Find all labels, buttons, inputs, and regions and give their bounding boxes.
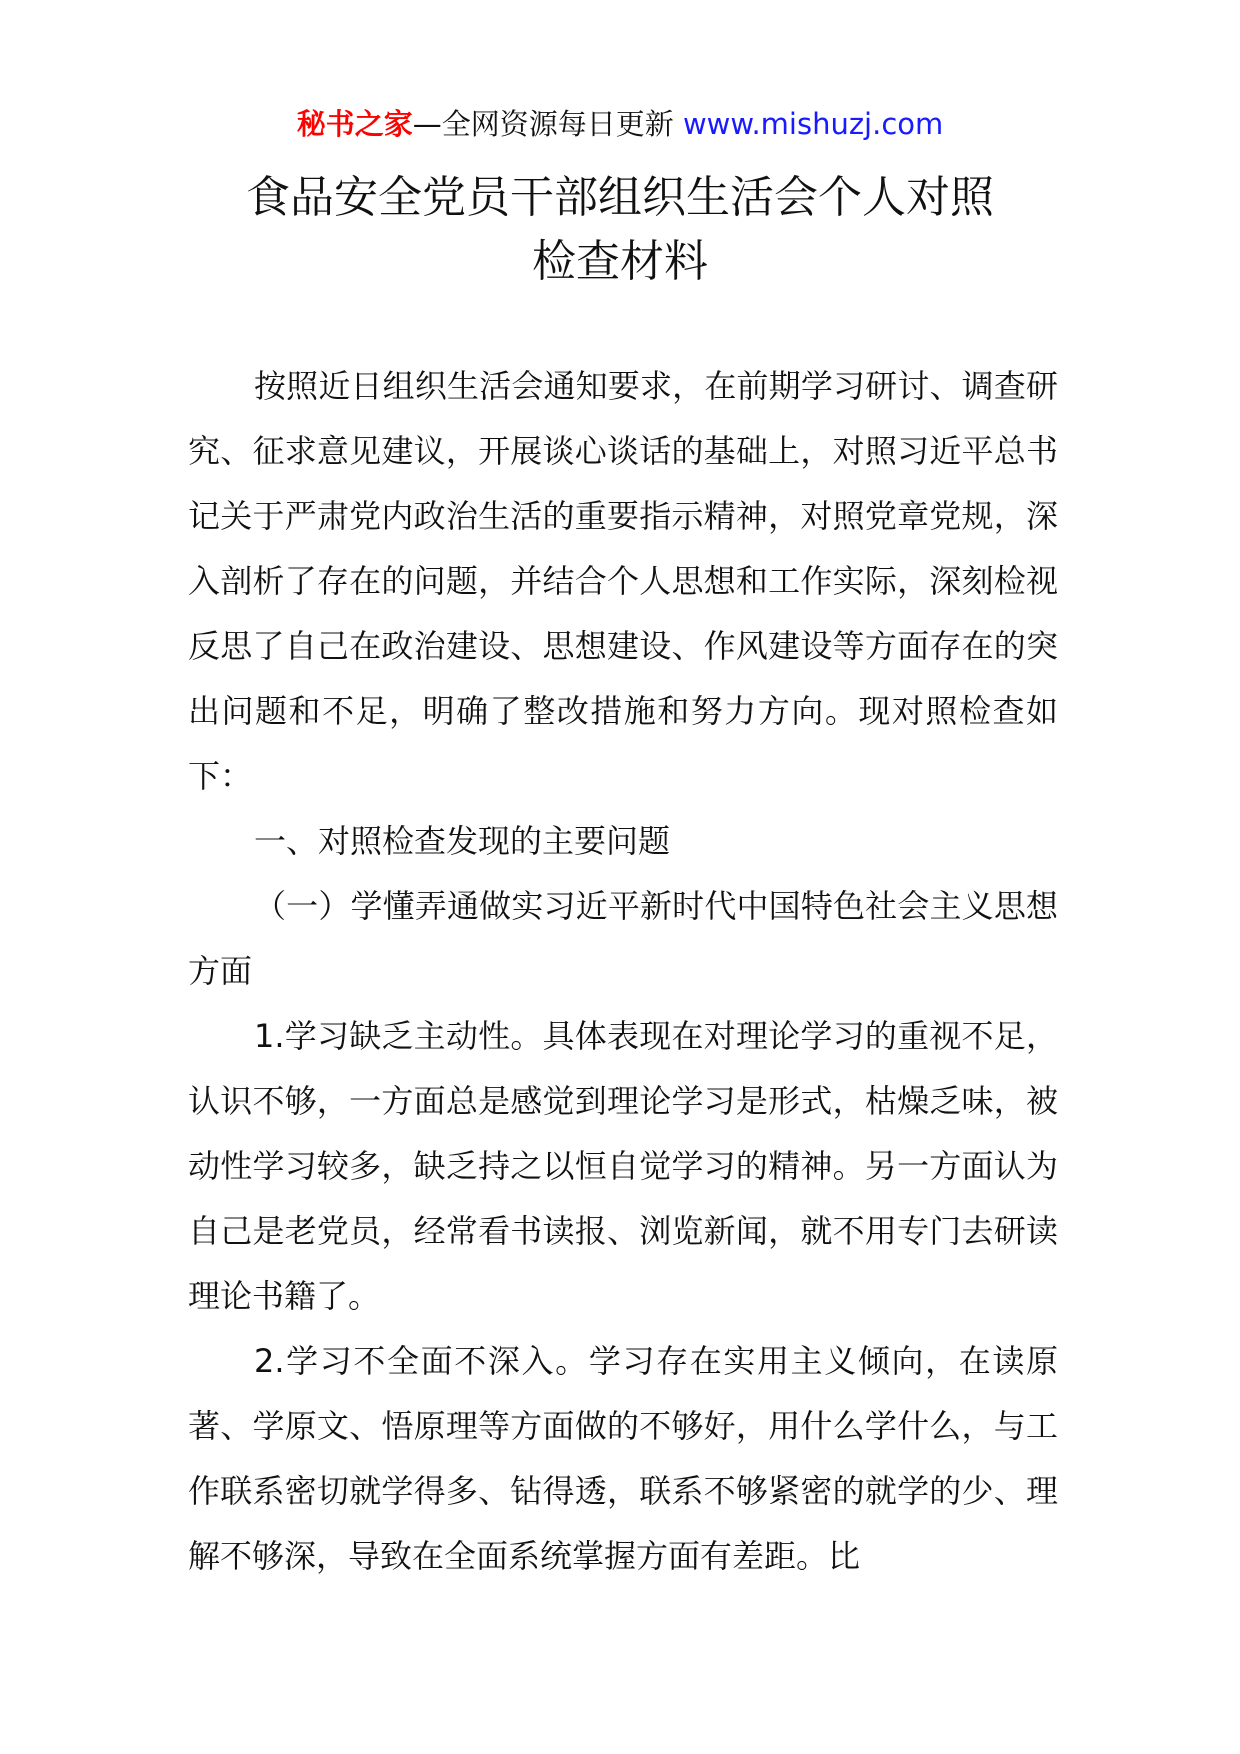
title-line-1: 食品安全党员干部组织生活会个人对照 bbox=[246, 172, 994, 223]
site-slogan: —全网资源每日更新 bbox=[412, 107, 674, 141]
site-header bbox=[0, 104, 1240, 144]
item-paragraph-2: 2.学习不全面不深入。学习存在实用主义倾向，在读原著、学原文、悟原理等方面做的不够好，用什么学什么，与工作联系密切就学得多、钻得透，联系不够紧密的就学的少、理解不够深，导致在全面系统掌握方面有差距。比 bbox=[188, 1342, 1058, 1575]
section-heading-1: 一、对照检查发现的主要问题 bbox=[254, 822, 671, 860]
item-paragraph-1: 1.学习缺乏主动性。具体表现在对理论学习的重视不足，认识不够，一方面总是感觉到理论学习是形式，枯燥乏味，被动性学习较多，缺乏持之以恒自觉学习的精神。另一方面认为自己是老党员，经常看书读报、浏览新闻，就不用专门去研读理论书籍了。 bbox=[188, 1017, 1058, 1315]
document-body bbox=[188, 354, 1058, 1589]
subsection-heading-1: （一）学懂弄通做实习近平新时代中国特色社会主义思想方面 bbox=[188, 887, 1058, 990]
title-line-2: 检查材料 bbox=[532, 236, 708, 287]
document-title bbox=[0, 166, 1240, 294]
site-brand: 秘书之家 bbox=[296, 107, 413, 141]
intro-paragraph: 按照近日组织生活会通知要求，在前期学习研讨、调查研究、征求意见建议，开展谈心谈话的基础上，对照习近平总书记关于严肃党内政治生活的重要指示精神，对照党章党规，深入剖析了存在的问题，并结合个人思想和工作实际，深刻检视反思了自己在政治建设、思想建设、作风建设等方面存在的突出问题和不足，明确了整改措施和努力方向。现对照检查如下： bbox=[188, 367, 1058, 795]
site-url-link[interactable]: www.mishuzj.com bbox=[682, 107, 944, 141]
